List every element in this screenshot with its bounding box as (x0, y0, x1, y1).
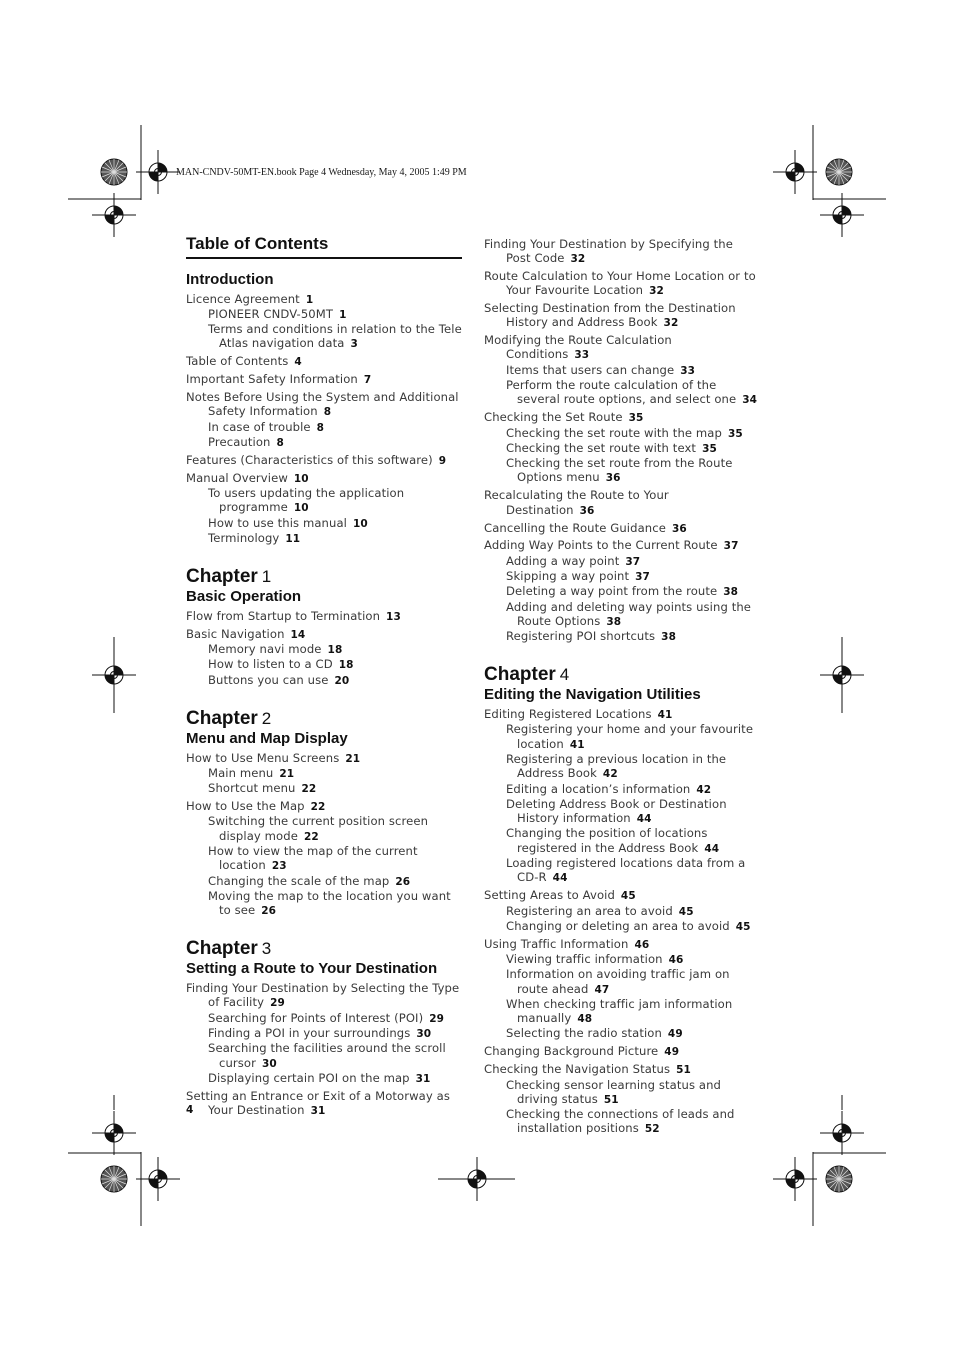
toc-entry (197, 874, 462, 889)
toc-entry-text: Adding and deleting way points using the Route Options (506, 599, 752, 628)
toc-entry (495, 600, 758, 630)
toc-entry-text: How to Use the Map (186, 799, 305, 814)
toc-entry-page: 46 (668, 954, 684, 966)
toc-entry (495, 904, 758, 919)
toc-entry-page: 45 (735, 920, 751, 933)
chapter-title-4: Editing the Navigation Utilities (484, 686, 701, 704)
toc-entry-text: Editing a location’s information (506, 781, 691, 796)
toc-entry-text: Changing the scale of the map (208, 873, 390, 888)
toc-entry (484, 707, 758, 722)
toc-entry-page: 18 (338, 659, 354, 672)
toc-entry-page: 9 (438, 454, 447, 467)
toc-entry-text: How to view the map of the current location (208, 843, 418, 873)
toc-entry-text: Changing or deleting an area to avoid (506, 918, 730, 933)
toc-entry-page: 13 (386, 610, 401, 623)
toc-entry-text: Setting an Entrance or Exit of a Motorway as Your Destination (186, 1088, 450, 1117)
toc-entry-text: Modifying the Route Calculation Conditions (484, 333, 672, 362)
toc-entry-page: 33 (680, 364, 696, 377)
toc-entry (484, 301, 758, 331)
toc-entry-text: Checking the Navigation Status (484, 1062, 671, 1077)
toc-entry-text: Selecting Destination from the Destination History and Address Book (484, 300, 736, 330)
toc-entry-page: 8 (323, 406, 332, 419)
toc-entry (186, 1089, 462, 1119)
toc-entry-text: Precaution (208, 435, 271, 450)
chapter-title-2: Menu and Map Display (186, 729, 348, 747)
toc-entry (495, 952, 758, 967)
toc-entry-page: 31 (415, 1072, 431, 1085)
toc-entry-page: 20 (334, 674, 350, 687)
toc-entry-text: How to listen to a CD (208, 657, 333, 672)
toc-entry-page: 36 (605, 472, 621, 485)
toc-entry-page: 46 (634, 938, 650, 951)
toc-entry-page: 22 (301, 783, 317, 796)
toc-entry-page: 45 (678, 905, 694, 918)
left-column (186, 234, 462, 1118)
toc-entry (495, 629, 758, 644)
toc-entry (495, 584, 758, 599)
toc-entry-text: Searching for Points of Interest (POI) (208, 1010, 424, 1025)
toc-entry-page: 35 (727, 427, 743, 440)
toc-entry-text: Licence Agreement (186, 291, 300, 306)
toc-entry-page: 37 (635, 570, 650, 583)
toc-entry (197, 486, 462, 516)
toc-entry-page: 37 (625, 555, 641, 568)
print-header: MAN-CNDV-50MT-EN.book Page 4 Wednesday, May 4, 2005 1:49 PM (176, 167, 467, 178)
toc-entry-page: 1 (339, 308, 347, 321)
chapter-number: 3 (261, 939, 272, 959)
toc-entry-page: 26 (395, 875, 411, 888)
toc-list-chapter-3 (186, 981, 462, 1118)
toc-entry-page: 35 (628, 412, 644, 425)
toc-entry-text: Notes Before Using the System and Additional Safety Information (186, 390, 459, 419)
toc-entry (495, 967, 758, 997)
toc-entry (197, 531, 462, 546)
toc-entry (197, 642, 462, 657)
toc-entry (186, 627, 462, 642)
toc-entry (197, 673, 462, 688)
toc-entry-text: Perform the route calculation of the several route options, and select one (506, 378, 737, 407)
toc-entry-text: Cancelling the Route Guidance (484, 520, 666, 535)
toc-entry-text: Finding Your Destination by Selecting the Type of Facility (186, 981, 460, 1010)
toc-entry (484, 888, 758, 903)
toc-entry-text: Finding Your Destination by Specifying the Post Code (484, 236, 733, 265)
chapter-heading-1 (186, 566, 462, 588)
toc-entry-text: Features (Characteristics of this software) (186, 452, 433, 467)
chapter-heading-4 (484, 664, 758, 686)
toc-entry (495, 782, 758, 797)
toc-entry-text: Flow from Startup to Termination (186, 608, 381, 623)
toc-entry-page: 51 (676, 1064, 691, 1077)
toc-entry-text: PIONEER CNDV-50MT (208, 306, 334, 321)
toc-entry (495, 752, 758, 782)
toc-entry-page: 44 (636, 813, 652, 826)
toc-entry (197, 766, 462, 781)
toc-entry (495, 997, 758, 1027)
toc-entry-page: 1 (305, 293, 314, 306)
toc-entry (495, 722, 758, 752)
toc-entry (495, 1026, 758, 1041)
toc-entry (495, 1107, 758, 1137)
toc-entry-text: Checking the set route from the Route Options menu (506, 456, 733, 485)
toc-entry (495, 426, 758, 441)
toc-entry (197, 781, 462, 796)
toc-entry-text: Viewing traffic information (506, 952, 663, 966)
toc-entry (186, 292, 462, 307)
toc-entry-text: Displaying certain POI on the map (208, 1070, 410, 1085)
toc-entry-text: To users updating the application programme (208, 486, 405, 515)
toc-entry-page: 38 (723, 586, 739, 599)
toc-entry-page: 7 (363, 374, 372, 387)
toc-entry-page: 29 (270, 997, 285, 1010)
toc-entry-page: 42 (602, 768, 618, 781)
toc-entry-page: 21 (345, 752, 361, 765)
chapter-number: 1 (261, 567, 272, 587)
toc-entry (197, 516, 462, 531)
toc-entry (186, 799, 462, 814)
toc-entry-text: Using Traffic Information (484, 936, 629, 951)
toc-list-chapter-4 (484, 707, 758, 1137)
toc-entry-text: When checking traffic jam information manually (506, 996, 733, 1026)
toc-entry-page: 21 (279, 767, 295, 780)
toc-entry-page: 48 (577, 1013, 593, 1026)
toc-entry (186, 354, 462, 369)
chapter-label: Chapter (186, 707, 258, 729)
right-column (484, 234, 758, 1137)
toc-entry (495, 363, 758, 378)
toc-entry-text: Items that users can change (506, 362, 675, 377)
toc-entry-text: Deleting a way point from the route (506, 584, 718, 599)
chapter-heading-3 (186, 938, 462, 960)
page-number: 4 (186, 1104, 194, 1116)
toc-entry (197, 307, 462, 322)
toc-entry-page: 44 (704, 842, 720, 855)
toc-entry-text: Important Safety Information (186, 372, 358, 387)
toc-entry (186, 372, 462, 387)
toc-entry-page: 30 (262, 1057, 277, 1070)
toc-entry (495, 441, 758, 456)
toc-entry (484, 237, 758, 267)
toc-entry-text: Terms and conditions in relation to the Tele Atlas navigation data (208, 322, 462, 351)
toc-entry-page: 47 (594, 983, 610, 996)
toc-entry-text: Changing Background Picture (484, 1044, 659, 1059)
toc-entry-text: Selecting the radio station (506, 1026, 662, 1041)
toc-entry-page: 8 (276, 437, 284, 450)
toc-entry-text: Terminology (208, 531, 280, 546)
toc-entry-text: Registering a previous location in the Address Book (506, 751, 727, 781)
toc-entry-page: 10 (293, 502, 309, 515)
toc-entry-text: Adding Way Points to the Current Route (484, 538, 718, 553)
toc-entry-page: 32 (570, 252, 586, 265)
toc-entry-text: Switching the current position screen display mode (208, 814, 429, 843)
toc-entry-page: 29 (429, 1012, 444, 1025)
toc-entry (186, 453, 462, 468)
toc-entry (484, 937, 758, 952)
toc-entry-text: Skipping a way point (506, 568, 630, 583)
toc-entry-text: Buttons you can use (208, 672, 329, 687)
toc-entry-page: 11 (285, 533, 301, 546)
toc-entry-page: 10 (352, 517, 368, 530)
toc-entry-text: Editing Registered Locations (484, 707, 652, 722)
toc-entry-text: Checking the set route with text (506, 440, 697, 455)
chapter-title-1: Basic Operation (186, 588, 302, 606)
toc-entry-text: How to Use Menu Screens (186, 750, 340, 765)
toc-entry-page: 41 (569, 738, 585, 751)
toc-entry (197, 889, 462, 919)
toc-entry-text: Registering your home and your favourite location (506, 722, 754, 751)
chapter-heading-2 (186, 708, 462, 730)
toc-entry (186, 981, 462, 1011)
toc-entry-text: Manual Overview (186, 470, 288, 485)
toc-entry-page: 49 (664, 1046, 680, 1059)
toc-entry (484, 538, 758, 553)
toc-entry-page: 49 (667, 1028, 683, 1041)
toc-entry-page: 33 (574, 349, 590, 362)
toc-entry (495, 456, 758, 486)
toc-entry-page: 37 (723, 540, 739, 553)
toc-entry-page: 36 (579, 504, 595, 517)
toc-entry (197, 657, 462, 672)
toc-entry-text: Memory navi mode (208, 642, 322, 657)
toc-entry-page: 42 (696, 783, 712, 796)
chapter-label: Chapter (484, 664, 556, 686)
toc-entry (186, 751, 462, 766)
toc-entry-page: 51 (603, 1093, 619, 1106)
toc-entry (484, 333, 758, 363)
toc-entry-page: 10 (293, 472, 309, 485)
chapter-number: 2 (261, 708, 272, 728)
toc-entry (484, 488, 758, 518)
toc-entry (495, 919, 758, 934)
toc-entry (495, 826, 758, 856)
toc-entry-text: Adding a way point (506, 553, 620, 568)
toc-entry-page: 14 (290, 628, 306, 641)
toc-entry (484, 1044, 758, 1059)
toc-entry-page: 22 (303, 830, 319, 843)
toc-entry-text: How to use this manual (208, 515, 347, 530)
toc-entry-text: Route Calculation to Your Home Location or to Your Favourite Location (484, 268, 756, 298)
toc-entry (186, 609, 462, 624)
toc-entry-text: Basic Navigation (186, 626, 285, 641)
toc-entry-text: In case of trouble (208, 419, 311, 434)
toc-entry-text: Checking sensor learning status and driving status (506, 1077, 721, 1106)
toc-entry (484, 410, 758, 425)
toc-entry (495, 797, 758, 827)
toc-entry-page: 44 (552, 872, 568, 885)
toc-entry-page: 34 (742, 394, 758, 407)
toc-entry-page: 36 (671, 522, 687, 535)
toc-entry-text: Finding a POI in your surroundings (208, 1025, 411, 1040)
toc-entry-text: Moving the map to the location you want to see (208, 888, 451, 918)
toc-entry-page: 22 (310, 801, 326, 814)
toc-entry-page: 32 (663, 317, 679, 330)
toc-entry-page: 38 (606, 615, 622, 628)
toc-entry-text: Recalculating the Route to Your Destination (484, 488, 669, 517)
toc-entry (484, 521, 758, 536)
toc-entry (197, 1011, 462, 1026)
toc-entry-text: Setting Areas to Avoid (484, 888, 615, 903)
toc-entry-page: 38 (661, 631, 676, 644)
toc-entry-page: 3 (350, 338, 358, 351)
toc-entry-page: 23 (271, 860, 287, 873)
toc-entry-page: 52 (644, 1123, 660, 1136)
toc-entry (495, 569, 758, 584)
toc-entry-page: 26 (261, 905, 277, 918)
toc-entry (197, 322, 462, 352)
toc-entry-page: 35 (702, 442, 717, 455)
toc-entry-page: 8 (316, 421, 325, 434)
toc-entry-page: 45 (620, 890, 636, 903)
chapter-label: Chapter (186, 566, 258, 588)
toc-entry-text: Shortcut menu (208, 781, 296, 796)
toc-entry-text: Searching the facilities around the scroll cursor (208, 1041, 446, 1070)
toc-entry-page: 41 (657, 709, 673, 722)
toc-entry (197, 814, 462, 844)
toc-entry (495, 856, 758, 886)
toc-entry-text: Main menu (208, 765, 274, 780)
chapter-label: Chapter (186, 938, 258, 960)
toc-list-chapter-2 (186, 751, 462, 919)
toc-entry (197, 1041, 462, 1071)
toc-entry-text: Registering POI shortcuts (506, 629, 656, 644)
toc-entry-page: 30 (416, 1027, 432, 1040)
toc-entry (197, 435, 462, 450)
toc-entry (186, 390, 462, 420)
toc-entry-text: Table of Contents (186, 354, 289, 369)
toc-entry (495, 378, 758, 408)
toc-entry (197, 1026, 462, 1041)
toc-entry-page: 4 (294, 356, 302, 369)
toc-entry (484, 269, 758, 299)
toc-entry-text: Checking the set route with the map (506, 425, 722, 440)
toc-entry-text: Deleting Address Book or Destination History information (506, 796, 727, 826)
toc-entry-page: 31 (310, 1105, 326, 1117)
chapter-title-3: Setting a Route to Your Destination (186, 960, 438, 978)
toc-list-introduction (186, 292, 462, 547)
toc-entry (186, 471, 462, 486)
section-title-introduction: Introduction (186, 271, 274, 288)
toc-entry-text: Checking the Set Route (484, 410, 623, 425)
toc-entry-text: Loading registered locations data from a CD-R (506, 856, 746, 885)
toc-list-chapter-3-continued (484, 237, 758, 645)
toc-entry-text: Changing the position of locations registered in the Address Book (506, 826, 708, 855)
toc-entry (197, 1071, 462, 1086)
toc-entry-text: Checking the connections of leads and installation positions (506, 1107, 735, 1136)
toc-entry (495, 1078, 758, 1108)
toc-entry (495, 554, 758, 569)
toc-entry-text: Information on avoiding traffic jam on route ahead (506, 967, 730, 996)
toc-entry-text: Registering an area to avoid (506, 903, 673, 918)
chapter-number: 4 (559, 665, 570, 685)
toc-entry-page: 32 (649, 285, 664, 298)
toc-list-chapter-1 (186, 609, 462, 688)
toc-entry (197, 420, 462, 435)
page-title: Table of Contents (186, 234, 462, 259)
toc-entry (484, 1062, 758, 1077)
toc-entry-page: 18 (327, 644, 343, 657)
toc-entry (197, 844, 462, 874)
